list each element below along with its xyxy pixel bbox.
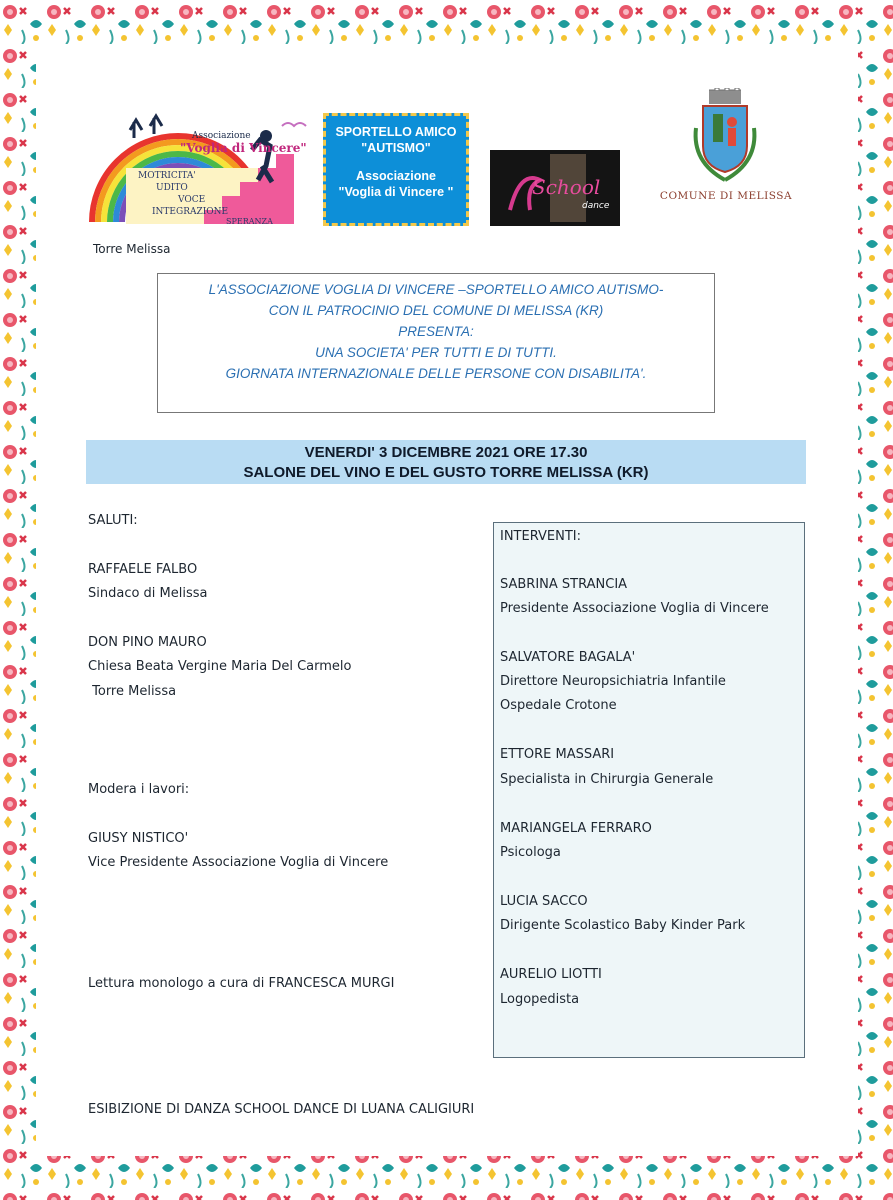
voglia-assoc-text: Associazione [192,131,251,141]
interventi-heading: INTERVENTI: [500,529,582,544]
speaker-6-name: AURELIO LIOTTI [500,967,602,982]
speaker-6-role: Logopedista [500,992,580,1007]
lettura-text: Lettura monologo a cura di FRANCESCA MURGI [88,976,395,991]
speaker-3-name: ETTORE MASSARI [500,747,615,762]
sportello-line-3: Associazione [356,169,436,183]
sportello-amico-logo [323,113,469,226]
school-dance-logo [490,150,620,226]
voglia-word-1: MOTRICITA' [138,171,196,181]
intro-line-1: L'ASSOCIAZIONE VOGLIA DI VINCERE –SPORTELLO AMICO AUTISMO- [208,282,664,297]
moderatore-role: Vice Presidente Associazione Voglia di Vincere [88,855,389,870]
voglia-word-2: UDITO [156,183,188,193]
comune-name: COMUNE DI MELISSA [659,190,793,202]
sportello-line-4: "Voglia di Vincere " [338,185,454,199]
speaker-2-role-b: Ospedale Crotone [500,698,617,713]
sportello-line-1: SPORTELLO AMICO [335,125,457,139]
voglia-word-5: SPERANZA [226,217,273,226]
voglia-di-vincere-logo [86,110,312,228]
voglia-name-text: "Voglia di Vincere" [180,141,307,155]
intro-line-3: PRESENTA: [398,324,474,339]
moderatore-name: GIUSY NISTICO' [88,831,189,846]
speaker-1-role: Presidente Associazione Voglia di Vincere [500,601,769,616]
speaker-4-role: Psicologa [500,845,561,860]
saluti-name-1: RAFFAELE FALBO [88,562,198,577]
banner-venue: SALONE DEL VINO E DEL GUSTO TORRE MELISSA (KR) [243,464,649,481]
intro-box [157,273,715,413]
moderatore-heading: Modera i lavori: [88,782,190,797]
speaker-3-role: Specialista in Chirurgia Generale [500,772,714,787]
sportello-line-2: "AUTISMO" [361,141,431,155]
voglia-word-3: VOCE [178,195,206,205]
banner-date: VENERDI' 3 DICEMBRE 2021 ORE 17.30 [304,444,588,461]
intro-line-4: UNA SOCIETA' PER TUTTI E DI TUTTI. [315,345,557,360]
speaker-1-name: SABRINA STRANCIA [500,577,628,592]
place-label: Torre Melissa [93,242,171,256]
speaker-2-name: SALVATORE BAGALA' [500,650,636,665]
esibizione-text: ESIBIZIONE DI DANZA SCHOOL DANCE DI LUANA CALIGIURI [88,1102,475,1117]
speaker-5-name: LUCIA SACCO [500,894,588,909]
saluti-role-1: Sindaco di Melissa [88,586,208,601]
interventi-panel [493,522,805,1058]
saluti-role-2a: Chiesa Beata Vergine Maria Del Carmelo [88,659,352,674]
speaker-4-name: MARIANGELA FERRARO [500,821,652,836]
intro-line-5: GIORNATA INTERNAZIONALE DELLE PERSONE CON DISABILITA'. [225,366,647,381]
intro-line-2: CON IL PATROCINIO DEL COMUNE DI MELISSA (KR) [268,303,604,318]
speaker-5-role: Dirigente Scolastico Baby Kinder Park [500,918,746,933]
voglia-word-4: INTEGRAZIONE [152,207,229,217]
school-text: School [532,175,601,199]
saluti-role-2b: Torre Melissa [88,684,177,699]
saluti-heading: SALUTI: [88,513,138,528]
dance-text: dance [582,201,610,211]
speaker-2-role-a: Direttore Neuropsichiatria Infantile [500,674,726,689]
saluti-name-2: DON PINO MAURO [88,635,207,650]
date-banner [86,440,806,484]
